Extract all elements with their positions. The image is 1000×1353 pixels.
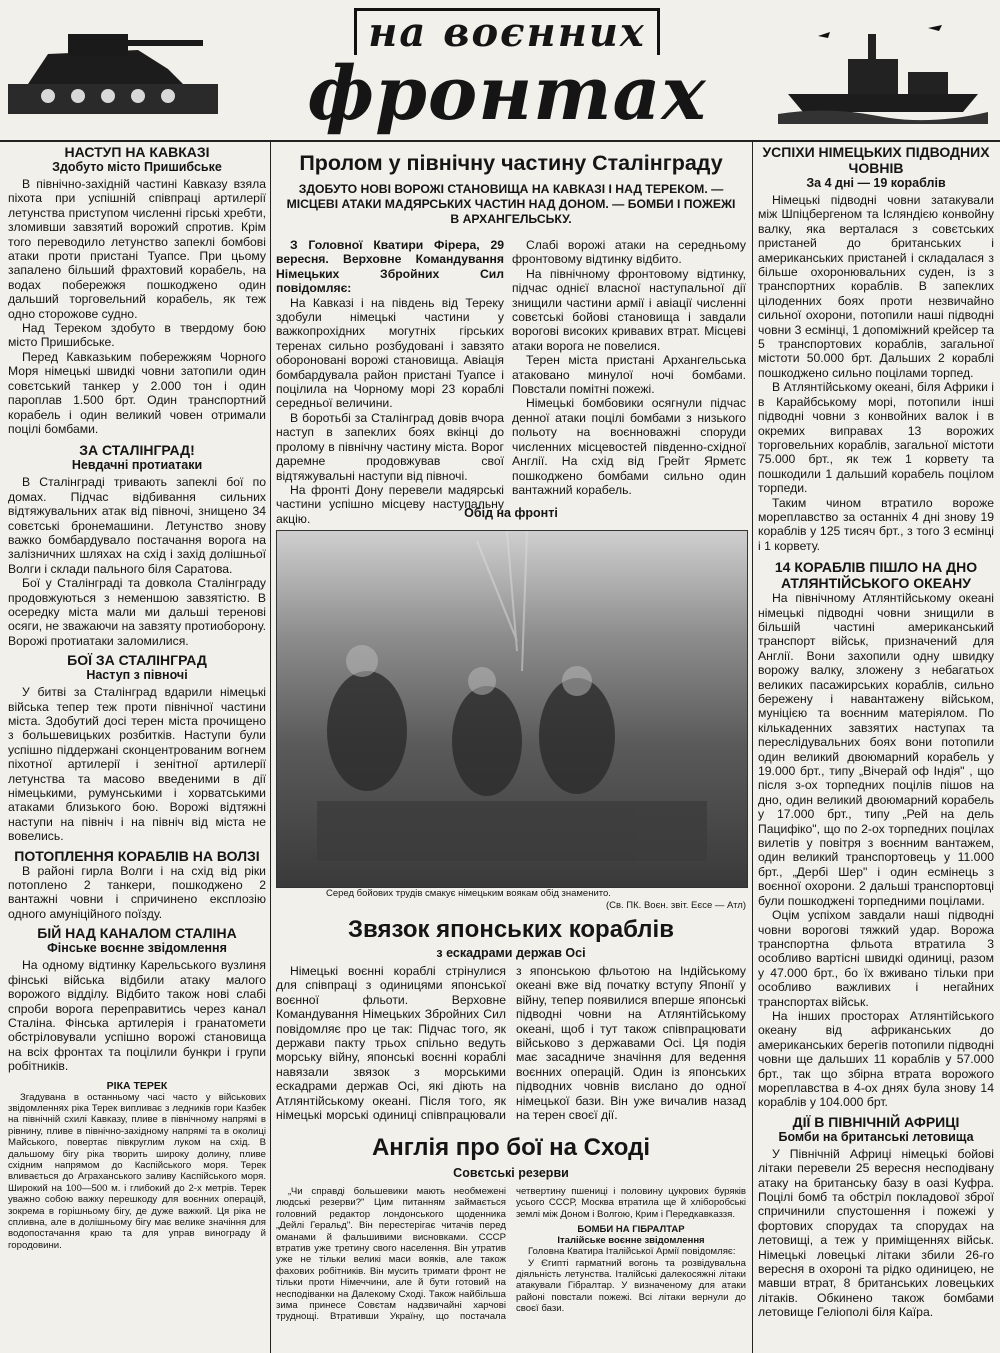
- paragraph: На одному відтинку Карельського вузлиня фінські війська відбили атаку малого ворожого відділу. Відбито також нові слабі спроби ворога переправитись через канал Сталіна. Фінська артилерія і гранатомети обстріловували успішно ворожі становища на всіх фронтах та поцілили бункри і групи робітників.: [8, 958, 266, 1074]
- article-subtitle: Фінське воєнне звідомлення: [47, 941, 227, 956]
- paragraph: В районі гирла Волги і на схід від ріки потоплено 2 танкери, пошкоджено 2 вантажні човни і спричинено експлозію одного амуніційного поїзду.: [8, 863, 266, 921]
- paragraph: У битві за Сталінград вдарили німецькі війська тепер теж проти північної частини міста. Здобутий досі терен міста прочищено з большевицьких розбитків. Наступи були успішно піддержані сконцентрованим вогнем піхотної артилерії і зенітної артилерії летунства та масово введеними в дії німецькими, румунськими і хорватськими атаками близького бою. Ворожі відтяжні наступи на північ і на північ від міста не вовелись.: [8, 685, 266, 844]
- masthead-rule: [0, 140, 1000, 142]
- article-subtitle: Італійське воєнне звідомлення: [557, 1235, 705, 1247]
- article-subtitle: Наступ з півночі: [86, 668, 188, 683]
- paragraph: Слабі ворожі атаки на середньому фронтовому відтинку відбито.: [512, 238, 746, 267]
- article-title: ДІЇ В ПІВНІЧНІЙ АФРИЦІ: [792, 1113, 960, 1130]
- left-column: [8, 144, 266, 1349]
- masthead-line2: фронтах: [307, 51, 707, 137]
- japan-article: [276, 964, 746, 1130]
- england-headline: Англія про бої на Сході: [371, 1134, 651, 1161]
- japan-subheadline: з ескадрами держав Осі: [436, 946, 586, 960]
- england-subheadline: Совєтські резерви: [453, 1166, 569, 1180]
- paragraph: На інших просторах Атлянтійського океану від африканських до американських берегів потопили підводні човни ще дальших 11 кораблів у 57.000 брт., так що збірна втрата ворожого мореплавства в 4-ох днях була знову 14 кораблів у 104.000 брт.: [758, 1008, 994, 1110]
- paragraph: „Чи справді большевики мають необмежені людські резерви?" Цим питанням займається головний редактор лондонського щоденника „Дейлі Геральд". Він перестерігає читачів перед оманами й фальшивими висновками. СССР втратив уже третину свого населення. Він утратив уже не тільки великі маси вояків, але також фахових робітників. Він мусить тримати фронт не тільки проти Німеччини, але й бути готовий на несподіванки на Далекому Сході. Також найбільша зима принесе Совєтам надзвичайні харчові труднощі. Втративши Україну, що постачала четвертину пшениці і половину цукрових буряків усього СССР, Москва втратила ще й хліборобські землі між Доном і Волгою, Крим і Передкавказзя.: [276, 1186, 746, 1323]
- paragraph: На Кавказі і на південь від Тереку здобули німецькі частини у важкопрохідних могутніх гірських теренах сильно розбудовані і завзято обороновані ворожі становища. Авіація бомбардувала район пристані Туапсе і поцілила на Чорному морі 23 кораблі середньої величини.: [276, 295, 504, 411]
- article-title: БІЙ НАД КАНАЛОМ СТАЛІНА: [37, 925, 237, 942]
- paragraph: Терен міста пристані Архангельська атаковано минулої ночі бомбами. Повстали помітні пожежі.: [512, 353, 746, 397]
- paragraph: Перед Кавказьким побережжям Чорного Моря німецькі швидкі човни затопили один совєтський танкер у 2.000 тон і один пароплав 1.500 брт. Один транспортний корабель і один великий човен отримали поцілі бомбами.: [8, 349, 266, 436]
- main-subheadline: ЗДОБУТО НОВІ ВОРОЖІ СТАНОВИЩА НА КАВКАЗІ І НАД ТЕРЕКОМ. — МІСЦЕВІ АТАКИ МАДЯРСЬКИХ ЧАСТИН НАД ДОНОМ. — БОМБИ І ПОЖЕЖІ В АРХАНГЕЛЬСЬКУ.: [286, 182, 736, 226]
- masthead: [262, 8, 752, 136]
- article-subtitle: Здобуто місто Пришибське: [52, 160, 222, 174]
- paragraph: У Північній Африці німецькі бойові літаки перевели 25 вересня несподівану атаку на британську базу в оазі Куфра. Поцілі бомб та обстріл покладової зброї спричинили спустошення і пожежі у фортових спорудах та спорудах на летовищі, а теж у приміщеннях військ. Німецькі ловецькі літаки збили 26-го вересня в охороні та рідко одиницею, не мавши втрат, 8 британських ловецьких літаків. Обкинено також бомбами летовище Геліополі біля Каїра.: [758, 1146, 994, 1320]
- japan-headline: Звязок японських кораблів: [348, 916, 674, 943]
- paragraph: Головна Кватира Італійської Армії повідомляє:: [528, 1246, 736, 1258]
- article-title: УСПІХИ НІМЕЦЬКИХ ПІДВОДНИХ ЧОВНІВ: [762, 144, 990, 176]
- paragraph: Бої у Сталінграді та довкола Сталінграду продовжуються з неменшою завзятістю. В осередку міста мали ми дальші теренові осяги, не зважаючи на завзяту протиоборону. Ворожі протиатаки заломилися.: [8, 576, 266, 648]
- center-column-2: [512, 238, 746, 500]
- article-subtitle: За 4 дні — 19 кораблів: [806, 176, 946, 190]
- paragraph: З Головної Кватири Фірера, 29 вересня. Верховне Командування Німецьких Збройних Сил повідомляє:: [276, 238, 504, 296]
- article-title: 14 КОРАБЛІВ ПІШЛО НА ДНО АТЛЯНТІЙСЬКОГО ОКЕАНУ: [774, 559, 978, 592]
- article-title: БОЇ ЗА СТАЛІНГРАД: [67, 652, 207, 669]
- paragraph: В Сталінграді тривають запеклі бої по домах. Підчас відбивання сильних відтяжувальних атак від півночі, знищено 34 совєтські бронемашини. Летунство знову важко бомбардувало постачання ворога на залізничних шляхах на схід і захід долішньої Волги і склади пального біля Саратова.: [8, 475, 266, 576]
- paragraph: Згадувана в останньому часі часто у військових звідомленнях ріка Терек випливає з ледників гори Казбек на північній схилі Кавказу, пливе в північному напрямі в рівнину, пливе в північно-західному напрямі та в околиці Майського, повертає півкруглим луком на схід. В дальшому бігу ріка творить широку долину, пливе східним напрямом до Каспійського моря. Терек вливається до Аграханського заливу Каспійського моря. Широкий на 100—500 м. і глибокий до 2-х метрів. Терек уважно собою важку перешкоду для воєнних операцій, зокрема в горішньому бігу, де дуже важкий. Ця ріка не спливна, але в долішньому бігу має велике значіння для водопостачання краю та для управ винограду й городовини.: [8, 1091, 266, 1251]
- paragraph: В боротьбі за Сталінград довів вчора наступ в запеклих боях вкінці до пролому в північну частину міста. Ворог даремне продовжував свої відтяжувальні наступи від півночі.: [276, 410, 504, 483]
- paragraph: На північному фронтовому відтинку, підчас однієї власної наступальної дії знищили частини армії і авіації численні совєтські бойові становища і завдали ворогові високих кривавих втрат. Місцеві атаки ворога не повелися.: [512, 266, 746, 353]
- photo-caption: Серед бойових трудів смакує німецьким воякам обід знаменито.: [326, 888, 611, 899]
- masthead-line1: на воєнних: [354, 8, 660, 55]
- column-rule: [270, 142, 271, 1353]
- paragraph: Над Тереком здобуто в твердому бою місто Пришибське.: [8, 321, 266, 350]
- soldiers-photo: [276, 530, 748, 888]
- paragraph: Німецькі воєнні кораблі стрінулися для співпраці з одиницями японської воєнної фльоти. Верховне Командування Німецьких Збройних Сил повідомляє про це так: Підчас того, як держави пакту трьох спільно ведуть морську війну, японські воєнні кораблі навязали звязок з морськими ескадрами держав Осі, які діють на Атлянтійському океані. Після того, як німецькі морські одиниці співпрацювали з японською фльотою на Індійському океані вже від початку вступу Японії у війну, тепер появилися вперше японські підводні човни на Атлянтійському океані, щоб і тут також співпрацювати військово з державами Осі. Ця подія має засадниче значіння для ведення воєнних операцій. Один із японських підводних човнів вислано до одної німецької бази. Він уже вичалив назад на терен своєї дії.: [276, 964, 746, 1123]
- paragraph: На північному Атлянтійському океані німецькі підводні човни знищили в більшій частині американський транспорт військ, призначений для Англії. Вони захопили одну швидку ворожу валку, зложену з небагатьох великих пасажирських кораблів, сильно бережену і навантажену військом, муніцією та воєнним матеріялом. По кількаденних завзятих наступах та переслідувальних боях вони потопили один великий двоюмарний корабель у 19.000 брт., типу „Вічерай оф Індія" , що після з-ох торпедних поцілів пішов на дно, один великий двоюмарний корабель у 17.000 брт., типу „Рей на дель Пацифіко", що по 2-ох торпедних поцілах вилетів у повітря з воєнним вантажем, один великий транспортовець у 11.000 брт., „Дербі Шер" і один есмінець з воєнної охорони. 2 дальші транспортовці були пошкоджені торпедними поцілами.: [758, 591, 994, 908]
- column-rule: [752, 142, 753, 1353]
- article-title: ЗА СТАЛІНГРАД!: [79, 442, 195, 459]
- tank-illustration: [8, 14, 218, 124]
- paragraph: У Єгипті гарматний вогонь та розвідувальна діяльність летунства. Італійські далекосяжні літаки атакували Гібралтар. У визначеному для атаки районі повстали пожежі. Всі літаки вернули до своєї бази.: [516, 1257, 746, 1315]
- paragraph: Німецькі бомбовики осягнули підчас денної атаки поцілі бомбами з низького польоту на воєнноважні споруди численних місцевостей південно-східної Англії. На схід від Грейт Ярметс пошкоджено бомбами сильно один вантажний корабель.: [512, 396, 746, 497]
- main-headline: Пролом у північну частину Сталінграду: [299, 151, 723, 175]
- article-subtitle: Бомби на британські летовища: [778, 1129, 974, 1144]
- photo-image: [277, 531, 747, 887]
- article-title: НАСТУП НА КАВКАЗІ: [64, 144, 210, 160]
- article-subtitle: Невдачні протиатаки: [71, 458, 203, 473]
- center-column-1: [276, 238, 504, 526]
- paragraph: Таким чином втратило вороже мореплавство за останніх 4 дні знову 19 кораблів у 125 тисяч брт., з того 3 есмінці і 1 корвету.: [758, 495, 994, 553]
- paragraph: В Атлянтійському океані, біля Африки і в Карайбському морі, потопили інші підводні човни з конвойних валок і в окремих виправах 13 ворожих торговельних кораблів, загальної містоти 75.000 брт., як теж 1 корвету та пошкодили 1 дальший корабель поцілом торпеди.: [758, 380, 994, 496]
- paragraph: Німецькі підводні човни затакували між Шпіцбергеном та Ісляндією конвойну валку, яка верталася з совєтських пристаней до британських і американських пристаней і складалася з більше охоронювальних суден, із з транспортних кораблів. В запеклих цілоденних боях проти незвичайно сильної охорони, потопили наші підводні човни 3 есмінці, 1 допоміжний крейсер та 5 транспортових кораблів, загальної містоти 50.000 брт. Дальших 2 кораблі пошкоджено сильно поцілами торпед.: [758, 193, 994, 380]
- paragraph: В північно-західній частині Кавказу взяла піхота при успішній співпраці артилерії летунства приступом численні гірські хребти, зломивши завзятий ворожий спротив. Крім того переводило летунство запеклі бомбові атаки проти пристані Туапсе. При цьому запалено більший фрахтовий корабель, на водах побережжя пошкоджено один дальший торговельний корабель, як теж одно сторожове судно.: [8, 177, 266, 321]
- article-title: ПОТОПЛЕННЯ КОРАБЛІВ НА ВОЛЗІ: [14, 847, 260, 864]
- article-title: БОМБИ НА ГІБРАЛТАР: [577, 1224, 685, 1236]
- photo-credit: (Св. ПК. Воєн. звіт. Еєсе — Атл): [605, 900, 746, 911]
- warship-illustration: [778, 14, 988, 124]
- paragraph: Оцім успіхом завдали наші підводні човни ворогові тяжкий удар. Ворожа транспортна фльота втратила 3 особливо вартісні швидкі одиниці, разом у 47.000 брт., бо їх вживано тільки при особливо важливих і негайних транспортах військ.: [758, 908, 994, 1009]
- england-article: [276, 1186, 746, 1350]
- right-column: [758, 144, 994, 1349]
- photo-title: Обід на фронті: [464, 506, 558, 520]
- article-title: РІКА ТЕРЕК: [106, 1079, 168, 1092]
- paragraph: На фронті Дону перевели мадярські частини успішно місцеву наступальну акцію.: [276, 482, 504, 526]
